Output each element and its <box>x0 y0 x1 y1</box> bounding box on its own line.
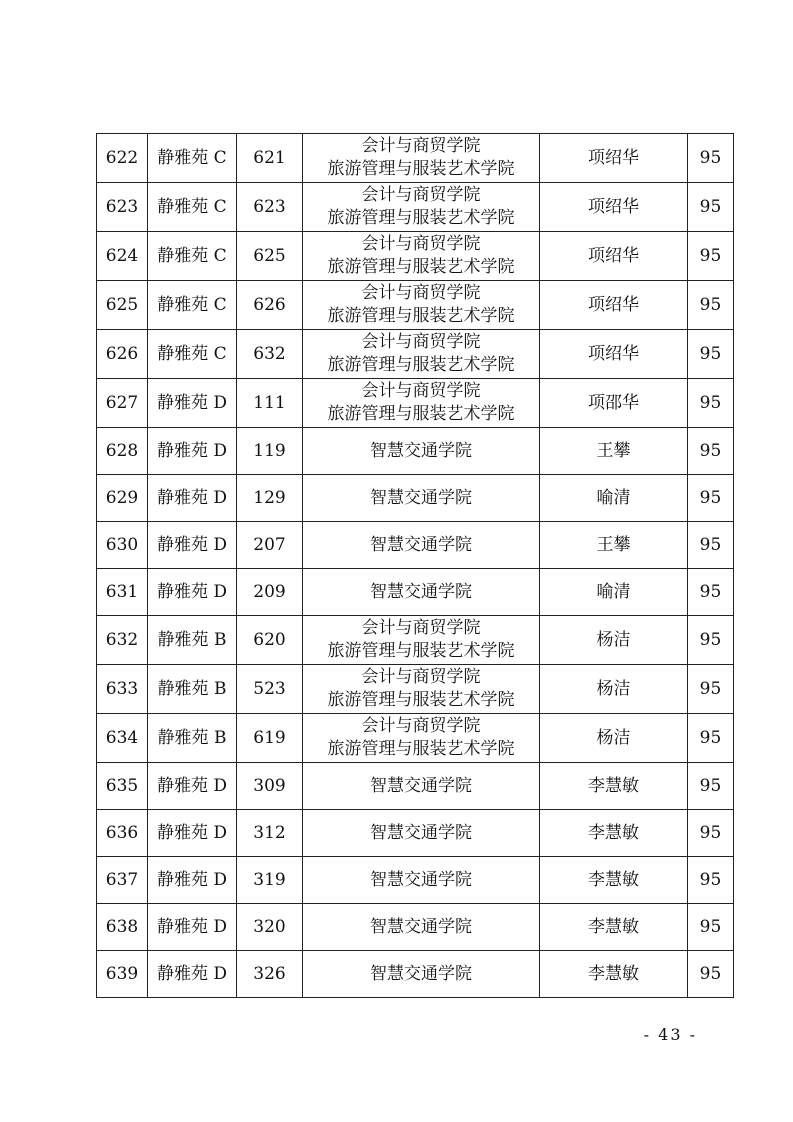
row-number-cell: 624 <box>97 232 148 281</box>
department-line: 智慧交通学院 <box>370 440 472 461</box>
table-row <box>97 951 734 998</box>
score-cell: 95 <box>688 330 734 379</box>
score-cell: 95 <box>688 857 734 904</box>
score-cell: 95 <box>688 428 734 475</box>
department-cell <box>303 616 540 665</box>
person-cell: 王攀 <box>540 522 688 569</box>
room-cell: 623 <box>237 183 303 232</box>
building-cell: 静雅苑 D <box>148 569 237 616</box>
department-line: 会计与商贸学院 <box>361 667 481 687</box>
department-cell <box>303 330 540 379</box>
person-cell: 杨洁 <box>540 665 688 714</box>
department-cell <box>303 857 540 904</box>
score-cell: 95 <box>688 183 734 232</box>
room-cell: 620 <box>237 616 303 665</box>
score-cell: 95 <box>688 281 734 330</box>
room-cell: 632 <box>237 330 303 379</box>
room-cell: 626 <box>237 281 303 330</box>
room-cell: 320 <box>237 904 303 951</box>
building-cell: 静雅苑 C <box>148 134 237 183</box>
person-cell: 李慧敏 <box>540 763 688 810</box>
row-number-cell: 627 <box>97 379 148 428</box>
building-cell: 静雅苑 C <box>148 330 237 379</box>
table-row <box>97 232 734 281</box>
department-line: 旅游管理与服装艺术学院 <box>327 355 515 375</box>
dormitory-table <box>96 133 734 998</box>
building-cell: 静雅苑 B <box>148 665 237 714</box>
person-cell: 项绍华 <box>540 183 688 232</box>
department-cell <box>303 904 540 951</box>
row-number-cell: 637 <box>97 857 148 904</box>
building-cell: 静雅苑 B <box>148 714 237 763</box>
department-line: 会计与商贸学院 <box>361 332 481 352</box>
person-cell: 李慧敏 <box>540 904 688 951</box>
room-cell: 619 <box>237 714 303 763</box>
table-row <box>97 475 734 522</box>
department-line: 会计与商贸学院 <box>361 283 481 303</box>
score-cell: 95 <box>688 951 734 998</box>
building-cell: 静雅苑 D <box>148 857 237 904</box>
department-line: 会计与商贸学院 <box>361 618 481 638</box>
score-cell: 95 <box>688 810 734 857</box>
department-line: 会计与商贸学院 <box>361 716 481 736</box>
row-number-cell: 625 <box>97 281 148 330</box>
department-line: 智慧交通学院 <box>370 916 472 937</box>
building-cell: 静雅苑 C <box>148 232 237 281</box>
person-cell: 李慧敏 <box>540 857 688 904</box>
room-cell: 129 <box>237 475 303 522</box>
row-number-cell: 632 <box>97 616 148 665</box>
room-cell: 111 <box>237 379 303 428</box>
table-row <box>97 714 734 763</box>
table-row <box>97 904 734 951</box>
department-cell <box>303 428 540 475</box>
room-cell: 119 <box>237 428 303 475</box>
person-cell: 喻清 <box>540 475 688 522</box>
building-cell: 静雅苑 D <box>148 763 237 810</box>
row-number-cell: 635 <box>97 763 148 810</box>
department-line: 会计与商贸学院 <box>361 234 481 254</box>
room-cell: 326 <box>237 951 303 998</box>
room-cell: 207 <box>237 522 303 569</box>
table-row <box>97 569 734 616</box>
score-cell: 95 <box>688 232 734 281</box>
score-cell: 95 <box>688 569 734 616</box>
table-row <box>97 428 734 475</box>
person-cell: 项绍华 <box>540 281 688 330</box>
score-cell: 95 <box>688 134 734 183</box>
department-line: 会计与商贸学院 <box>361 136 481 156</box>
department-cell <box>303 281 540 330</box>
department-line: 旅游管理与服装艺术学院 <box>327 306 515 326</box>
department-cell <box>303 522 540 569</box>
score-cell: 95 <box>688 714 734 763</box>
building-cell: 静雅苑 D <box>148 810 237 857</box>
room-cell: 625 <box>237 232 303 281</box>
building-cell: 静雅苑 D <box>148 428 237 475</box>
department-cell <box>303 951 540 998</box>
score-cell: 95 <box>688 522 734 569</box>
department-line: 智慧交通学院 <box>370 581 472 602</box>
table-row <box>97 616 734 665</box>
table-row <box>97 379 734 428</box>
table-row <box>97 183 734 232</box>
score-cell: 95 <box>688 904 734 951</box>
department-line: 会计与商贸学院 <box>361 185 481 205</box>
table-row <box>97 857 734 904</box>
row-number-cell: 626 <box>97 330 148 379</box>
room-cell: 312 <box>237 810 303 857</box>
building-cell: 静雅苑 D <box>148 522 237 569</box>
department-cell <box>303 379 540 428</box>
department-line: 旅游管理与服装艺术学院 <box>327 690 515 710</box>
building-cell: 静雅苑 D <box>148 475 237 522</box>
department-line: 会计与商贸学院 <box>361 381 481 401</box>
person-cell: 项绍华 <box>540 232 688 281</box>
person-cell: 杨洁 <box>540 714 688 763</box>
row-number-cell: 623 <box>97 183 148 232</box>
department-line: 旅游管理与服装艺术学院 <box>327 257 515 277</box>
building-cell: 静雅苑 C <box>148 183 237 232</box>
score-cell: 95 <box>688 616 734 665</box>
person-cell: 杨洁 <box>540 616 688 665</box>
department-cell <box>303 665 540 714</box>
department-line: 旅游管理与服装艺术学院 <box>327 739 515 759</box>
building-cell: 静雅苑 D <box>148 904 237 951</box>
person-cell: 项绍华 <box>540 330 688 379</box>
room-cell: 523 <box>237 665 303 714</box>
room-cell: 621 <box>237 134 303 183</box>
table-row <box>97 522 734 569</box>
building-cell: 静雅苑 B <box>148 616 237 665</box>
score-cell: 95 <box>688 763 734 810</box>
room-cell: 209 <box>237 569 303 616</box>
person-cell: 李慧敏 <box>540 951 688 998</box>
table-row <box>97 330 734 379</box>
row-number-cell: 633 <box>97 665 148 714</box>
person-cell: 项绍华 <box>540 134 688 183</box>
score-cell: 95 <box>688 475 734 522</box>
room-cell: 319 <box>237 857 303 904</box>
department-cell <box>303 183 540 232</box>
row-number-cell: 636 <box>97 810 148 857</box>
department-cell <box>303 232 540 281</box>
department-cell <box>303 134 540 183</box>
department-line: 智慧交通学院 <box>370 822 472 843</box>
department-line: 智慧交通学院 <box>370 487 472 508</box>
department-line: 智慧交通学院 <box>370 775 472 796</box>
table-row <box>97 134 734 183</box>
row-number-cell: 622 <box>97 134 148 183</box>
person-cell: 喻清 <box>540 569 688 616</box>
table-body <box>97 134 734 998</box>
department-line: 旅游管理与服装艺术学院 <box>327 159 515 179</box>
row-number-cell: 631 <box>97 569 148 616</box>
department-cell <box>303 714 540 763</box>
department-line: 智慧交通学院 <box>370 869 472 890</box>
department-line: 旅游管理与服装艺术学院 <box>327 404 515 424</box>
department-line: 旅游管理与服装艺术学院 <box>327 641 515 661</box>
row-number-cell: 639 <box>97 951 148 998</box>
row-number-cell: 628 <box>97 428 148 475</box>
department-cell <box>303 763 540 810</box>
table-row <box>97 810 734 857</box>
page-number: - 43 - <box>643 1025 697 1044</box>
person-cell: 王攀 <box>540 428 688 475</box>
row-number-cell: 629 <box>97 475 148 522</box>
score-cell: 95 <box>688 665 734 714</box>
building-cell: 静雅苑 D <box>148 951 237 998</box>
person-cell: 项邵华 <box>540 379 688 428</box>
department-cell <box>303 475 540 522</box>
table-row <box>97 281 734 330</box>
row-number-cell: 634 <box>97 714 148 763</box>
score-cell: 95 <box>688 379 734 428</box>
person-cell: 李慧敏 <box>540 810 688 857</box>
department-line: 旅游管理与服装艺术学院 <box>327 208 515 228</box>
department-line: 智慧交通学院 <box>370 963 472 984</box>
table-row <box>97 763 734 810</box>
row-number-cell: 630 <box>97 522 148 569</box>
department-cell <box>303 569 540 616</box>
table-row <box>97 665 734 714</box>
room-cell: 309 <box>237 763 303 810</box>
building-cell: 静雅苑 C <box>148 281 237 330</box>
department-cell <box>303 810 540 857</box>
building-cell: 静雅苑 D <box>148 379 237 428</box>
department-line: 智慧交通学院 <box>370 534 472 555</box>
row-number-cell: 638 <box>97 904 148 951</box>
